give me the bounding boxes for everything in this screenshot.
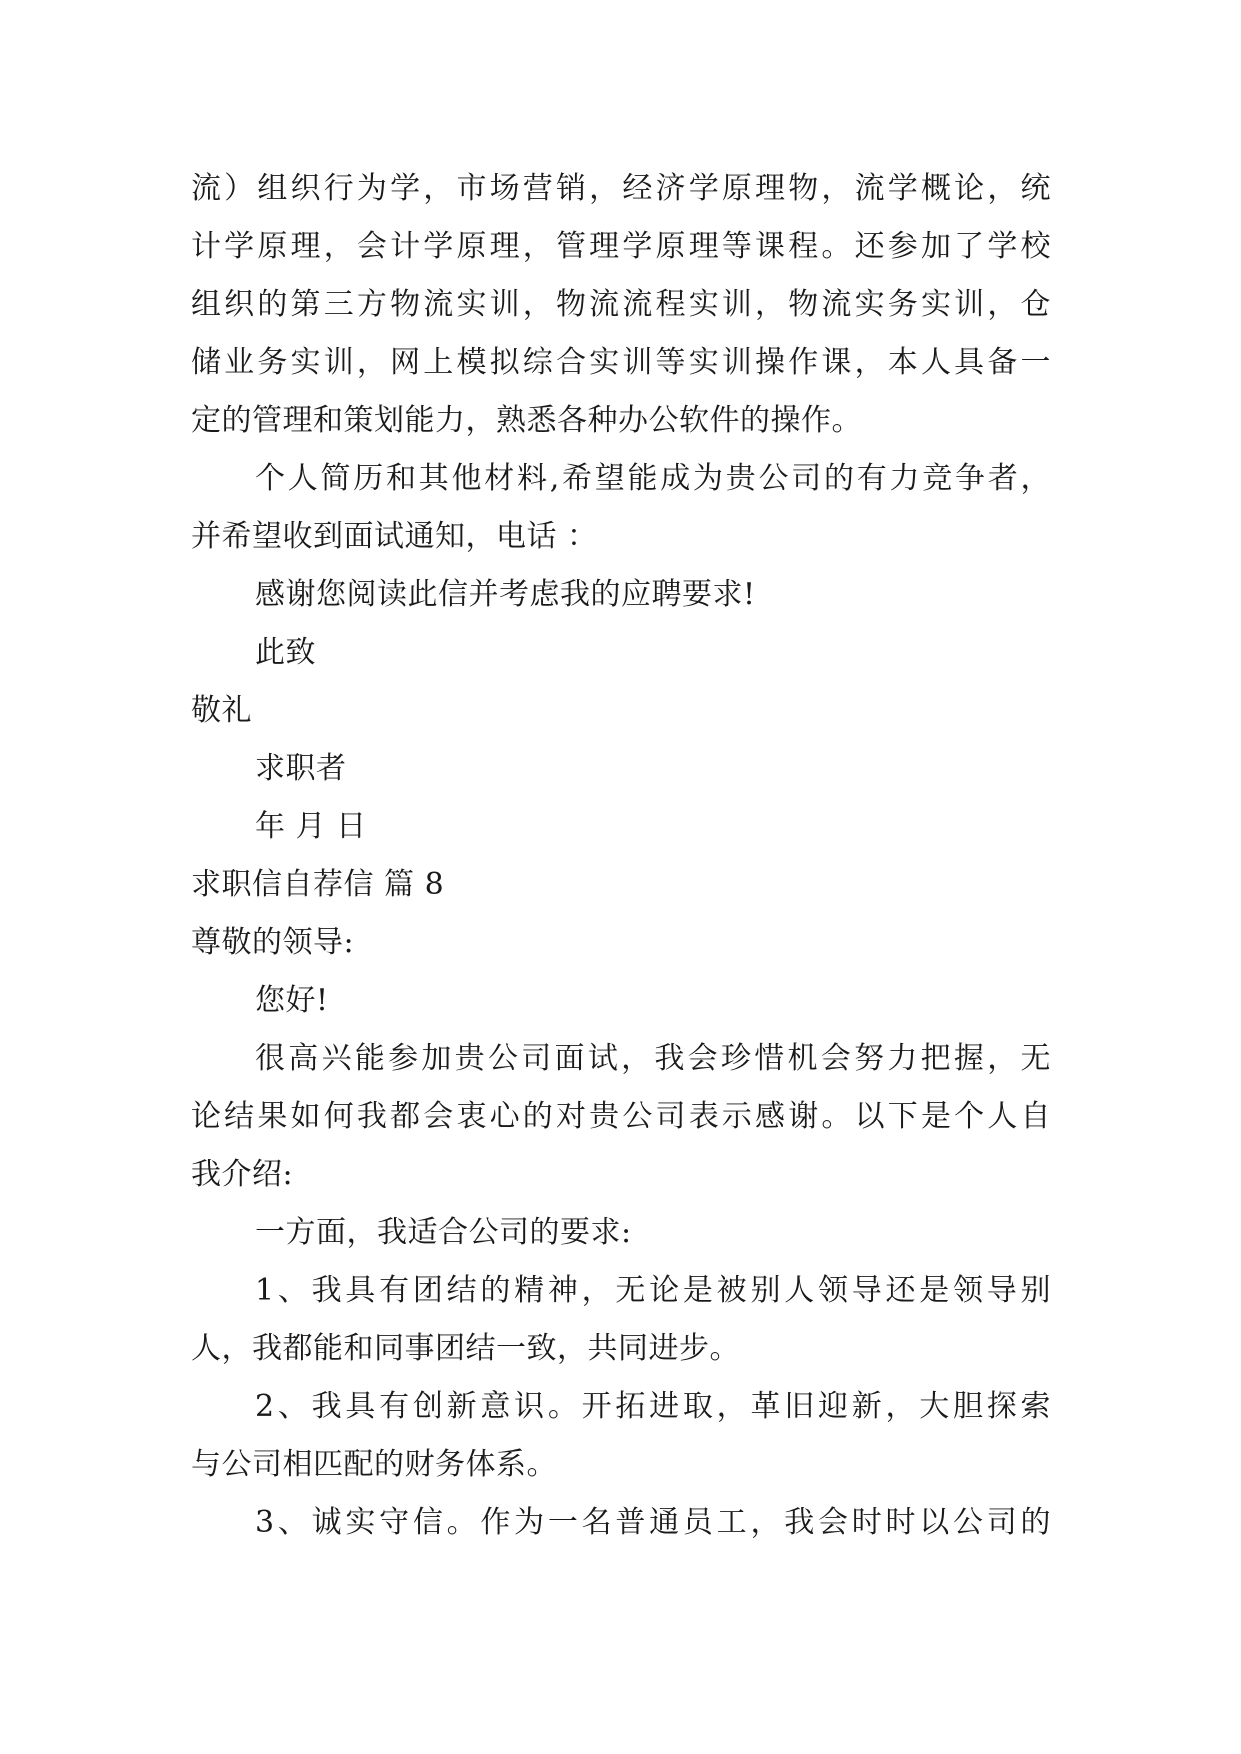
text-line: 个人简历和其他材料,希望能成为贵公司的有力竞争者， — [255, 461, 1051, 496]
text-line: 定的管理和策划能力，熟悉各种办公软件的操作。 — [191, 403, 862, 438]
text-line: 此致 — [255, 635, 316, 670]
text-line: 求职者 — [255, 751, 347, 786]
text-line: 感谢您阅读此信并考虑我的应聘要求! — [255, 577, 756, 612]
text-line: 很高兴能参加贵公司面试，我会珍惜机会努力把握，无 — [255, 1041, 1051, 1076]
text-line: 敬礼 — [191, 693, 252, 728]
text-line: 并希望收到面试通知，电话 ： — [191, 519, 598, 554]
text-line: 一方面，我适合公司的要求: — [255, 1215, 632, 1250]
text-line: 3、诚实守信。作为一名普通员工，我会时时以公司的 — [255, 1505, 1051, 1540]
text-line: 尊敬的领导: — [191, 925, 355, 960]
text-line: 储业务实训，网上模拟综合实训等实训操作课，本人具备一 — [191, 345, 1051, 380]
text-line: 2、我具有创新意识。开拓进取，革旧迎新，大胆探索 — [255, 1389, 1051, 1424]
text-line: 年 月 日 — [255, 809, 367, 844]
text-line: 组织的第三方物流实训，物流流程实训，物流实务实训，仓 — [191, 287, 1051, 322]
text-line: 人，我都能和同事团结一致，共同进步。 — [191, 1331, 740, 1366]
text-line: 与公司相匹配的财务体系。 — [191, 1447, 557, 1482]
text-line: 计学原理，会计学原理，管理学原理等课程。还参加了学校 — [191, 229, 1051, 264]
section-heading: 求职信自荐信 篇 8 — [191, 867, 445, 902]
text-line: 我介绍: — [191, 1157, 294, 1192]
document-body — [191, 160, 1051, 1552]
text-line: 论结果如何我都会衷心的对贵公司表示感谢。以下是个人自 — [191, 1099, 1051, 1134]
text-line: 您好! — [255, 983, 329, 1018]
text-line: 1、我具有团结的精神，无论是被别人领导还是领导别 — [255, 1273, 1051, 1308]
text-line: 流）组织行为学，市场营销，经济学原理物，流学概论，统 — [191, 171, 1051, 206]
